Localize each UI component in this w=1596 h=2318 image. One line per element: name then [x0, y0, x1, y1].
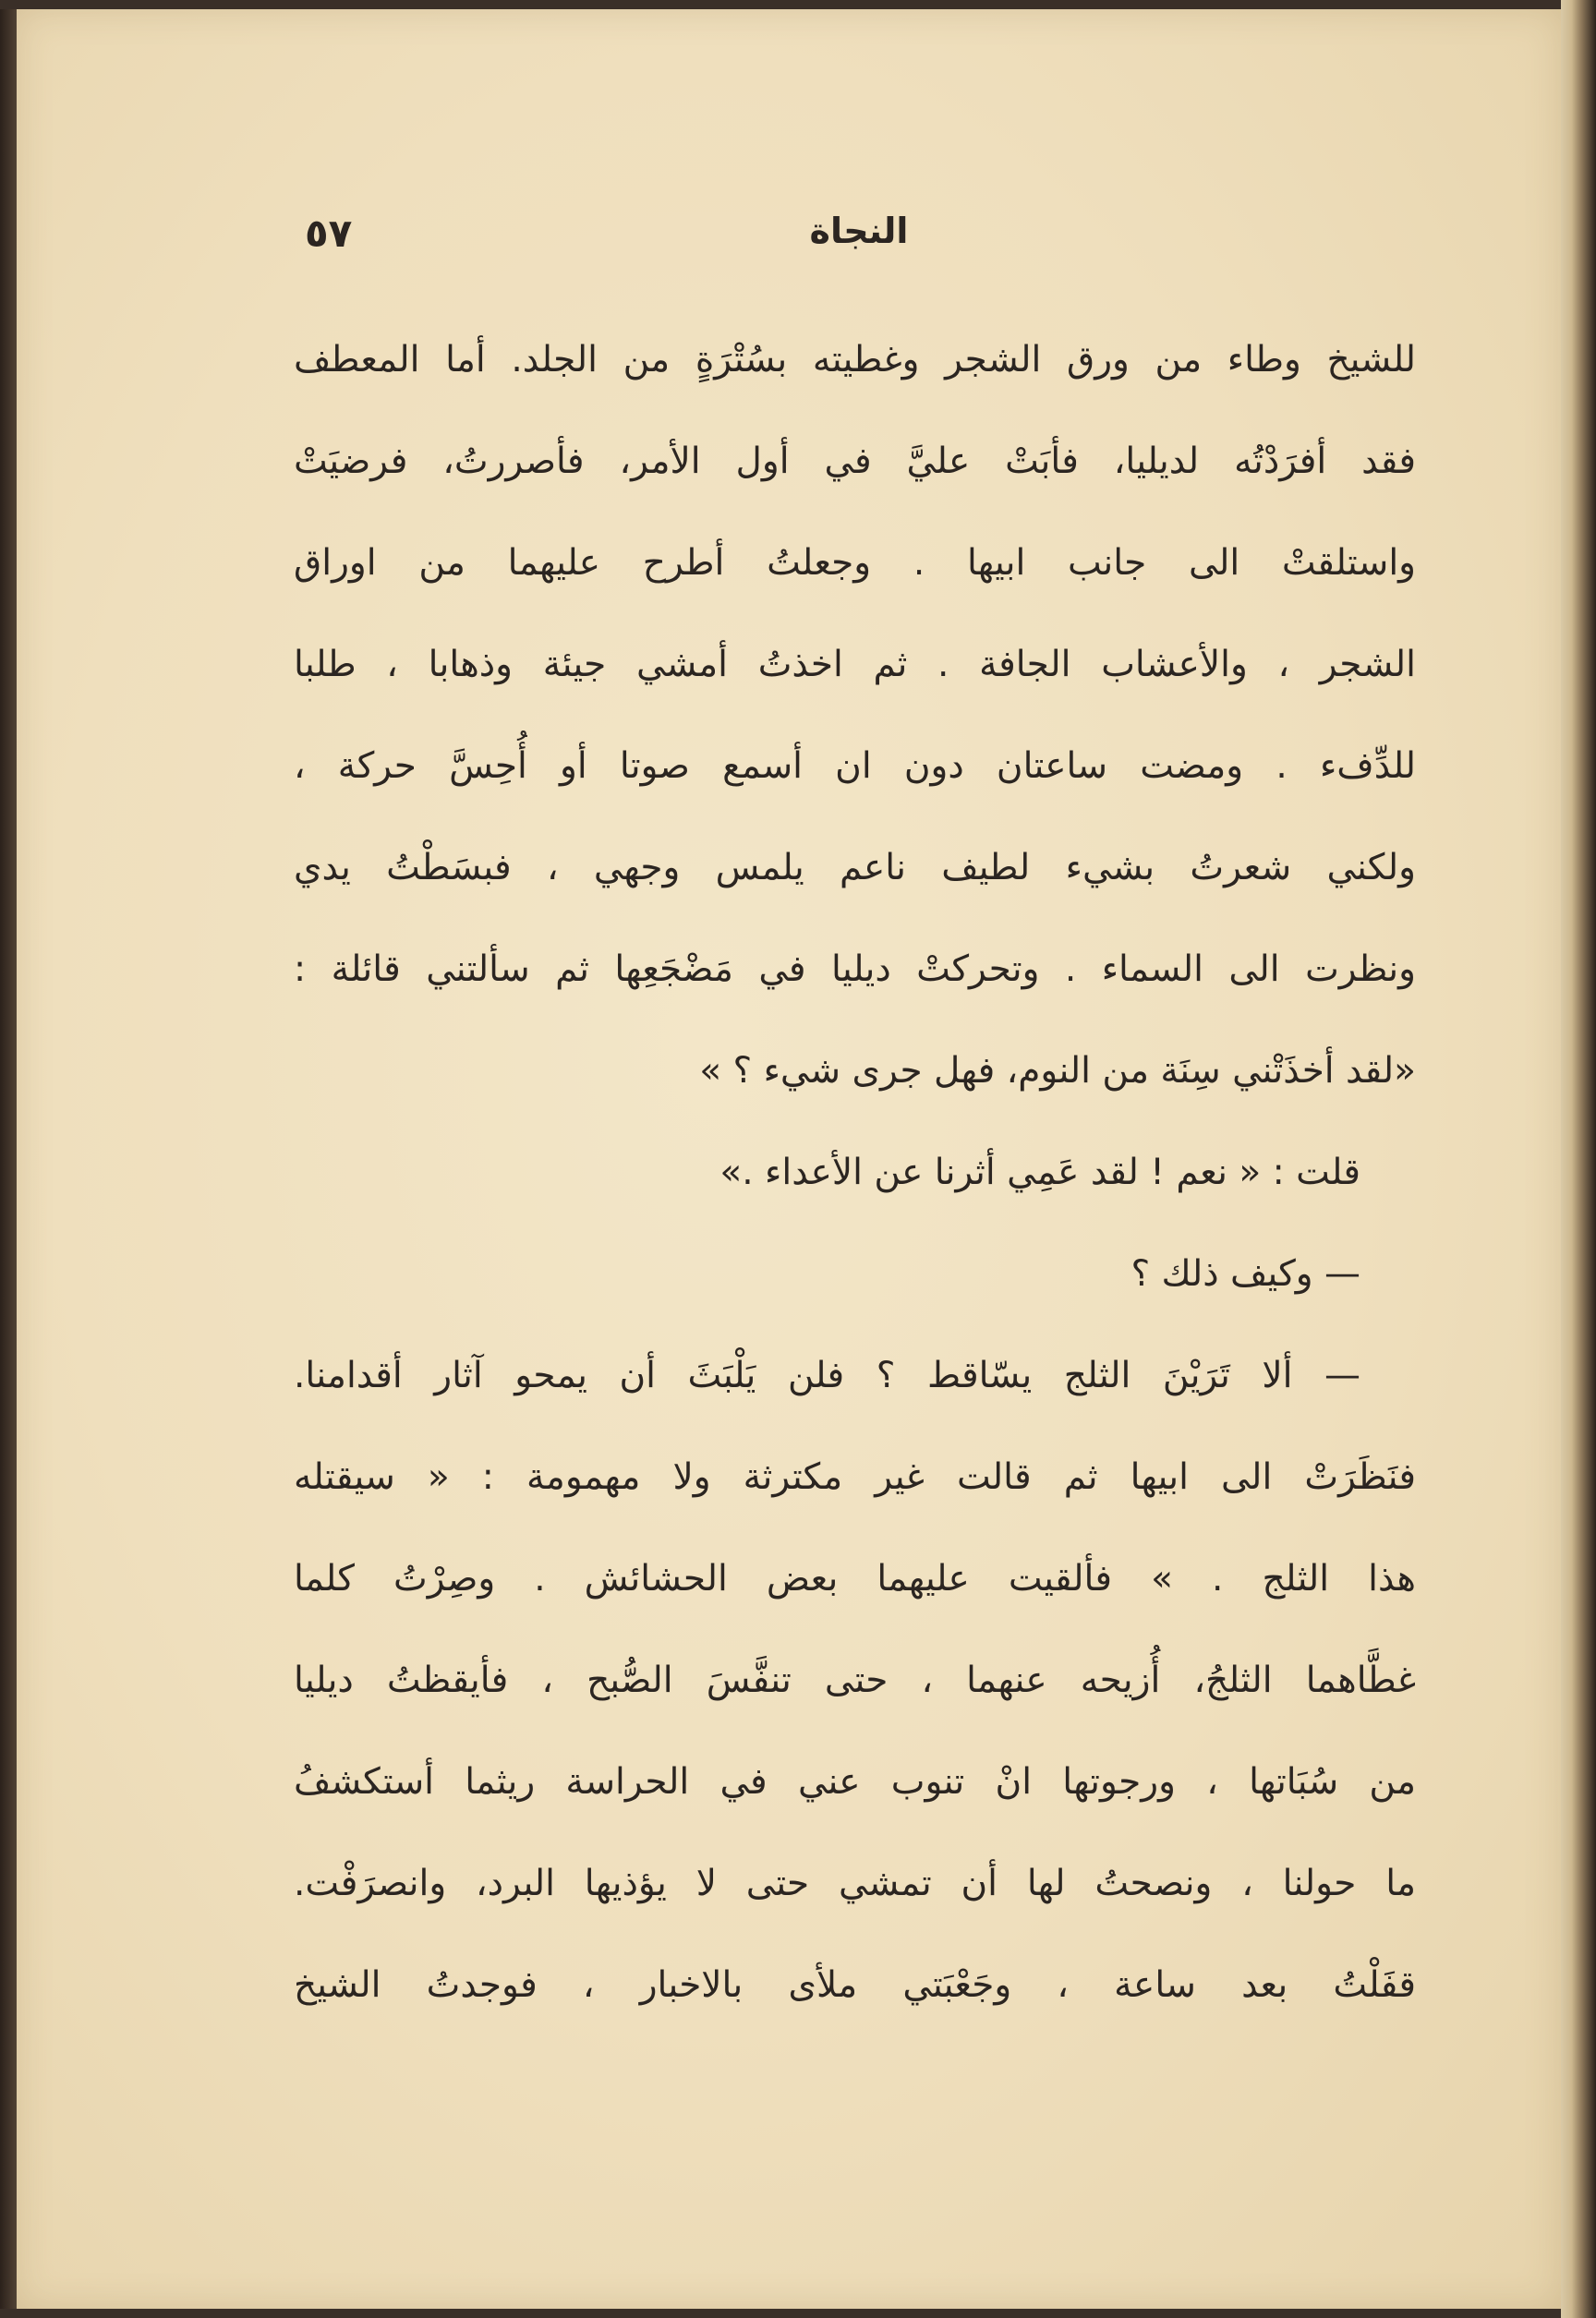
- text-line: فنَظَرَتْ الى ابيها ثم قالت غير مكترثة ولا مهمومة : « سيقتله: [294, 1456, 1416, 1498]
- text-line: ونظرت الى السماء . وتحركتْ ديليا في مَضْجَعِها ثم سألتني قائلة :: [294, 948, 1416, 990]
- text-line: واستلقتْ الى جانب ابيها . وجعلتُ أطرح عليهما من اوراق: [294, 542, 1416, 584]
- text-line: فقد أفرَدْتُه لديليا، فأبَتْ عليَّ في أول الأمر، فأصررتُ، فرضيَتْ: [294, 441, 1416, 482]
- running-head: النجاة: [809, 211, 909, 251]
- text-line: غطَّاهما الثلجُ، أُزيحه عنهما ، حتى تنفَّسَ الصُّبح ، فأيقظتُ ديليا: [294, 1660, 1416, 1701]
- text-line: للشيخ وطاء من ورق الشجر وغطيته بسُتْرَةٍ من الجلد. أما المعطف: [294, 339, 1416, 380]
- text-line: — ألا تَرَيْنَ الثلج يسّاقط ؟ فلن يَلْبَثَ أن يمحو آثار أقدامنا.: [294, 1355, 1360, 1396]
- text-line: هذا الثلج . » فألقيت عليهما بعض الحشائش . وصِرْتُ كلما: [294, 1558, 1416, 1600]
- text-line: ولكني شعرتُ بشيء لطيف ناعم يلمس وجهي ، فبسَطْتُ يدي: [294, 847, 1416, 888]
- text-line: من سُبَاتها ، ورجوتها انْ تنوب عني في الحراسة ريثما أستكشفُ: [294, 1761, 1416, 1803]
- page-fore-edge: [1561, 0, 1596, 2318]
- text-line: للدِّفء . ومضت ساعتان دون ان أسمع صوتا أو أُحِسَّ حركة ،: [294, 745, 1416, 787]
- text-line: الشجر ، والأعشاب الجافة . ثم اخذتُ أمشي جيئة وذهابا ، طلبا: [294, 644, 1416, 685]
- text-line: قفَلْتُ بعد ساعة ، وجَعْبَتي ملأى بالاخبار ، فوجدتُ الشيخ: [294, 1964, 1416, 2006]
- text-line: قلت : « نعم ! لقد عَمِي أثرنا عن الأعداء .»: [719, 1152, 1360, 1193]
- body-text: [294, 309, 1416, 2036]
- text-line: «لقد أخذَتْني سِنَة من النوم، فهل جرى شيء ؟ »: [699, 1050, 1416, 1092]
- text-line: ما حولنا ، ونصحتُ لها أن تمشي حتى لا يؤذيها البرد، وانصرَفْت.: [294, 1863, 1416, 1904]
- page-header: [305, 211, 1413, 275]
- text-line: — وكيف ذلك ؟: [1130, 1253, 1360, 1295]
- page-number: ٥٧: [305, 211, 353, 256]
